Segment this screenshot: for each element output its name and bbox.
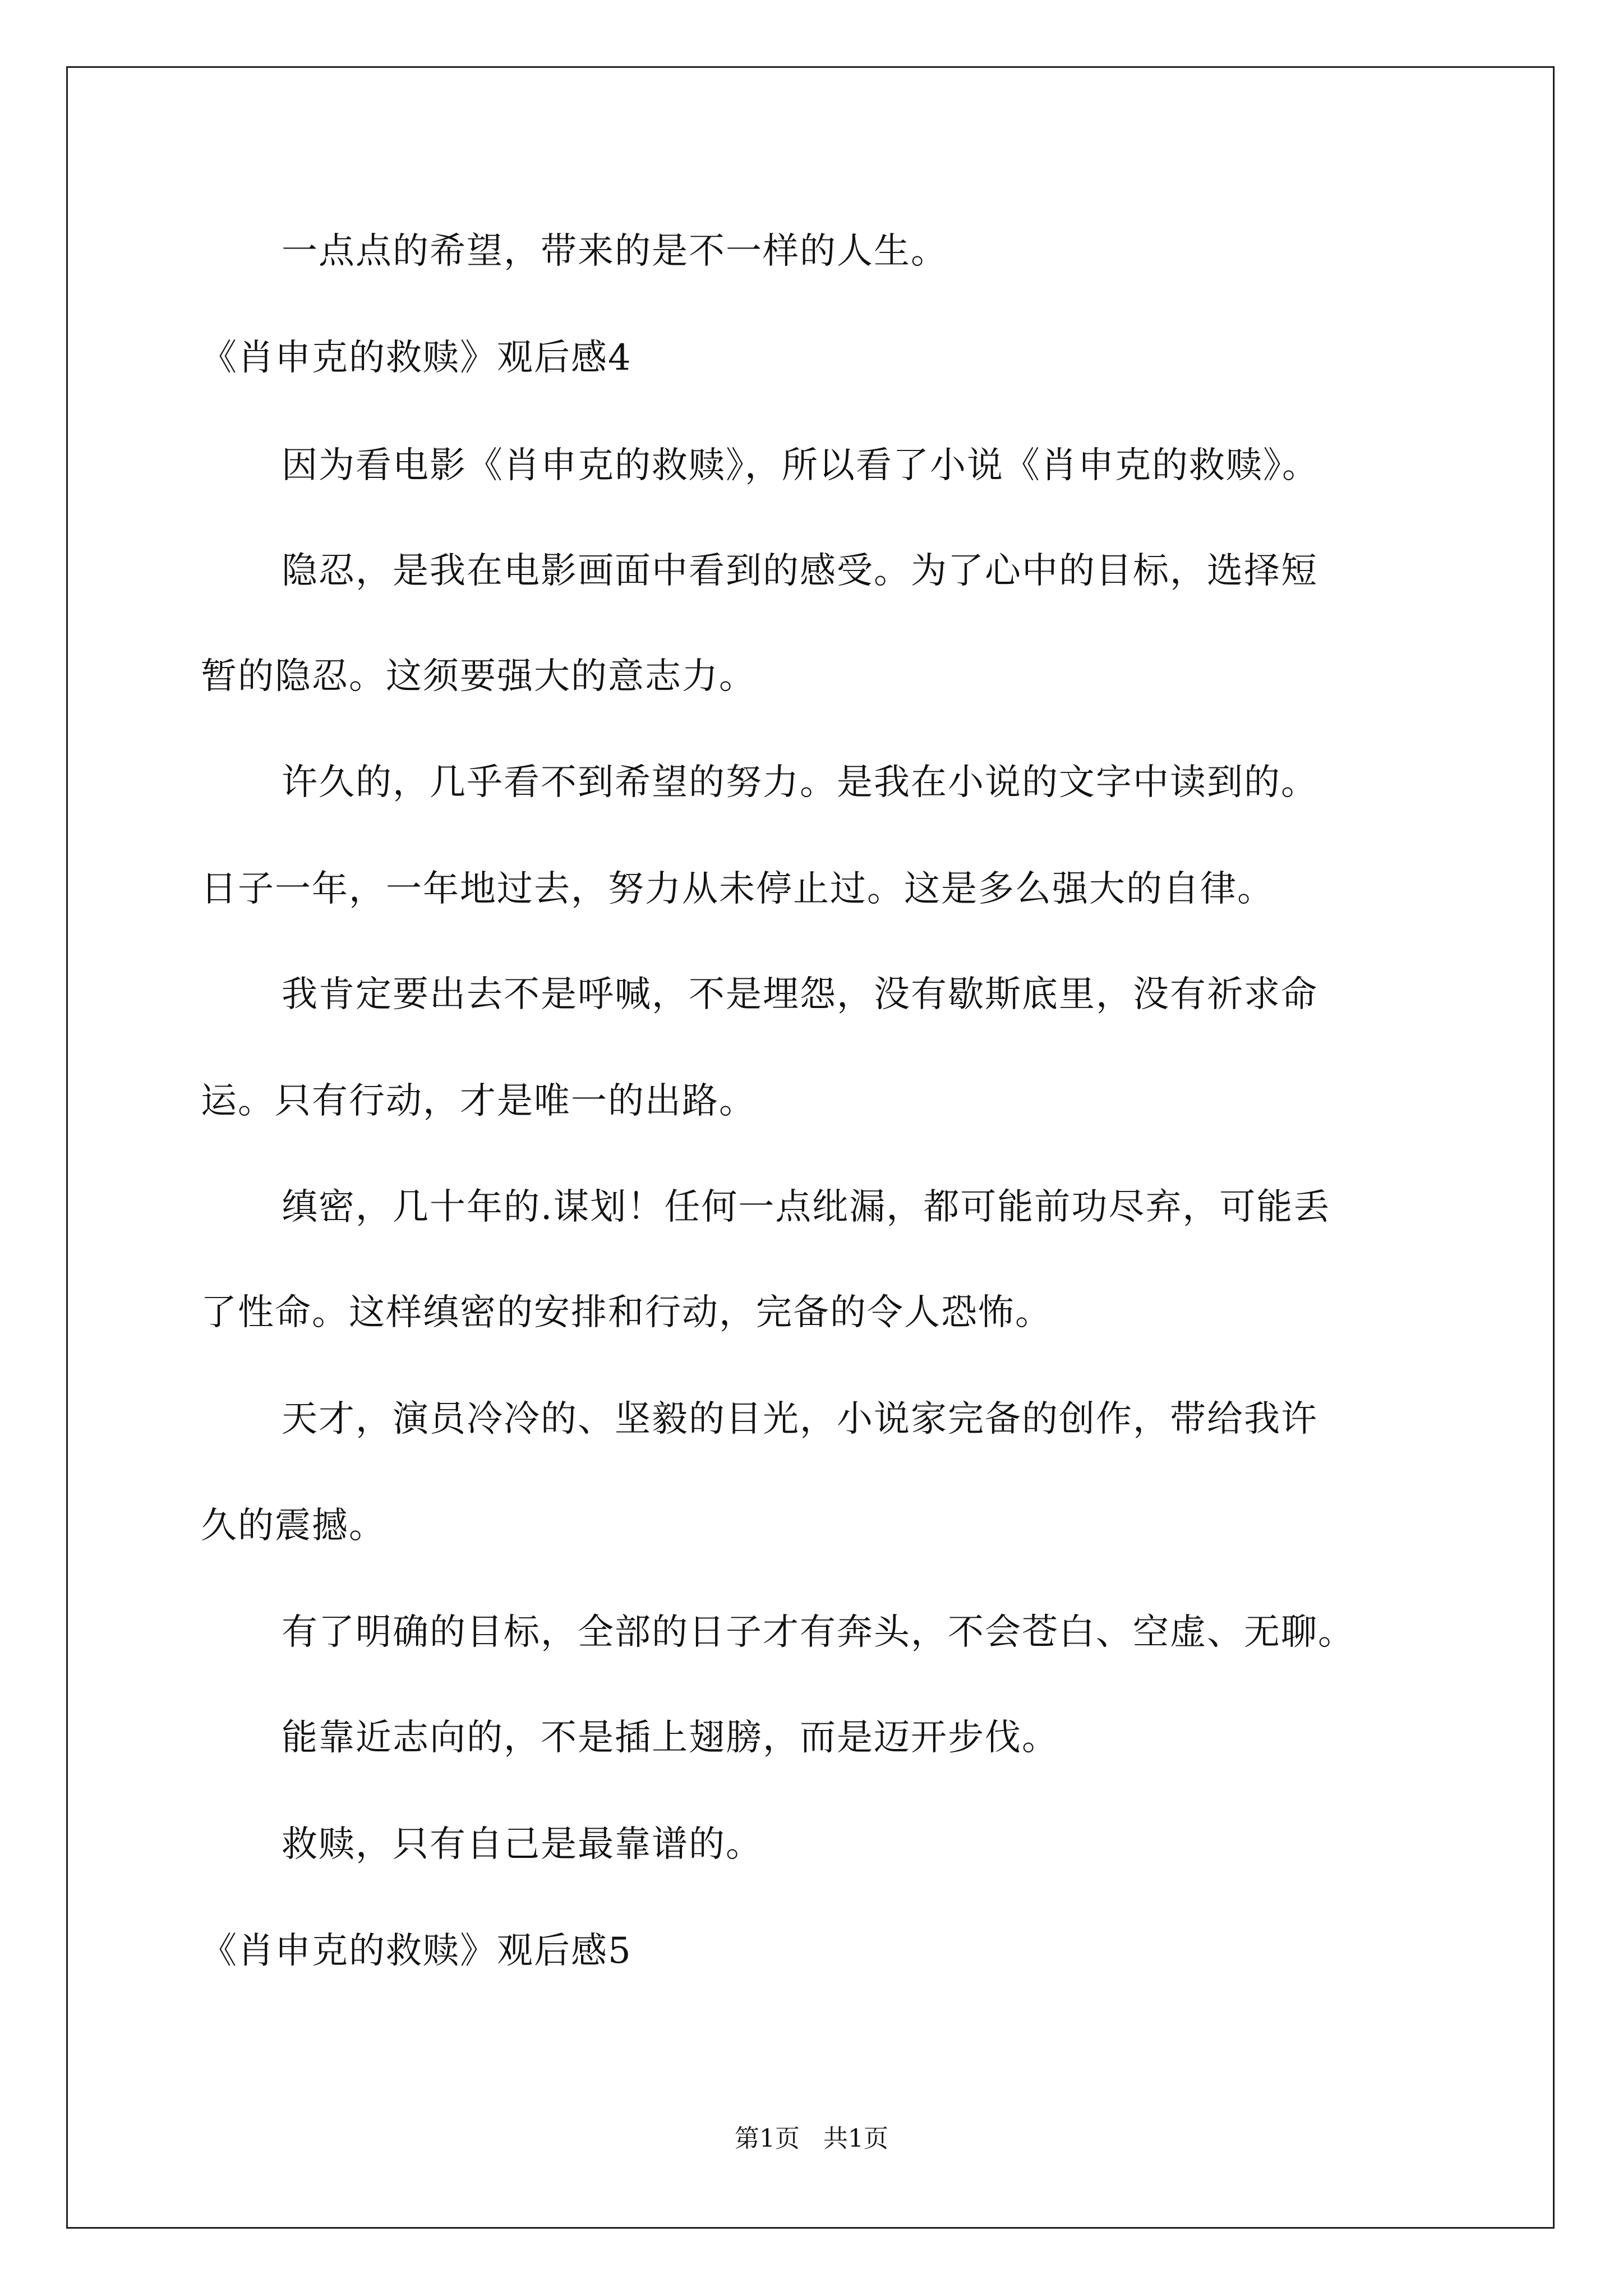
paragraph-line: 有了明确的目标，全部的日子才有奔头，不会苍白、空虚、无聊。 bbox=[282, 1612, 1355, 1653]
paragraph-line: 日子一年，一年地过去，努力从未停止过。这是多么强大的自律。 bbox=[201, 868, 1274, 910]
paragraph-line: 许久的，几乎看不到希望的努力。是我在小说的文字中读到的。 bbox=[282, 762, 1318, 803]
paragraph-line: 运。只有行动，才是唯一的出路。 bbox=[201, 1080, 756, 1122]
paragraph-line: 隐忍，是我在电影画面中看到的感受。为了心中的目标，选择短 bbox=[282, 550, 1318, 592]
paragraph-line: 救赎，只有自己是最靠谱的。 bbox=[282, 1824, 763, 1865]
paragraph-line: 因为看电影《肖申克的救赎》，所以看了小说《肖申克的救赎》。 bbox=[282, 445, 1319, 486]
paragraph-line: 一点点的希望，带来的是不一样的人生。 bbox=[282, 231, 948, 272]
paragraph-line: 天才，演员冷冷的、坚毅的目光，小说家完备的创作，带给我许 bbox=[282, 1398, 1318, 1440]
paragraph-line: 能靠近志向的，不是插上翅膀，而是迈开步伐。 bbox=[282, 1717, 1059, 1759]
paragraph-line: 我肯定要出去不是呼喊，不是埋怨，没有歇斯底里，没有祈求命 bbox=[282, 974, 1318, 1015]
paragraph-line: 久的震撼。 bbox=[201, 1505, 386, 1547]
section-heading: 《肖申克的救赎》观后感4 bbox=[201, 337, 632, 379]
section-heading: 《肖申克的救赎》观后感5 bbox=[201, 1930, 632, 1972]
paragraph-line: 缜密，几十年的.谋划！任何一点纰漏，都可能前功尽弃，可能丢 bbox=[282, 1186, 1331, 1228]
paragraph-line: 暂的隐忍。这须要强大的意志力。 bbox=[201, 656, 756, 697]
page-footer: 第1页 共1页 bbox=[735, 2124, 888, 2153]
paragraph-line: 了性命。这样缜密的安排和行动，完备的令人恐怖。 bbox=[201, 1292, 1052, 1333]
page-border bbox=[66, 66, 1555, 2229]
